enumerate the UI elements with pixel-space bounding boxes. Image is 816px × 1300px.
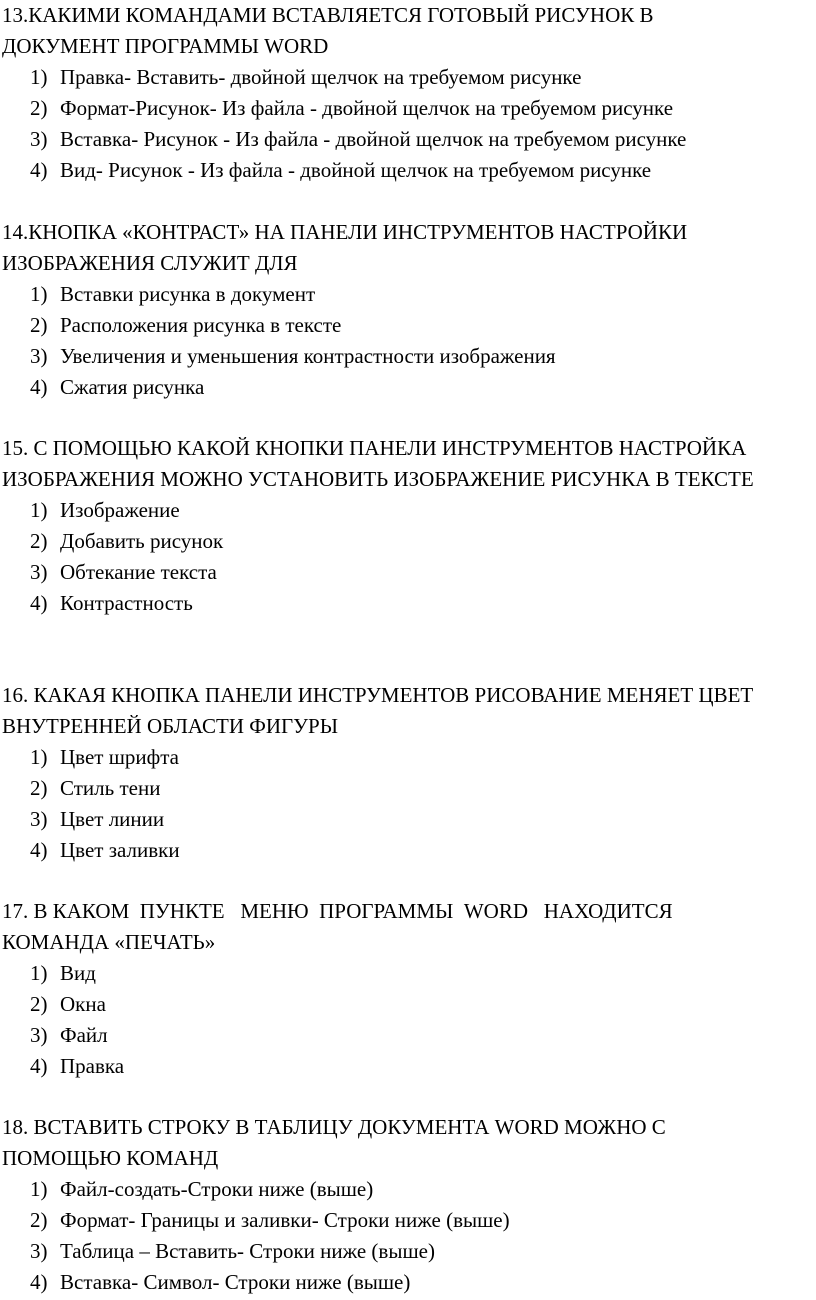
option-text: Цвет линии bbox=[60, 807, 165, 831]
question-title: 17. В КАКОМ ПУНКТЕ МЕНЮ ПРОГРАММЫ WORD НАХОДИТСЯ КОМАНДА «ПЕЧАТЬ» bbox=[2, 899, 678, 954]
option-text: Правка- Вставить- двойной щелчок на требуемом рисунке bbox=[60, 65, 582, 89]
option-text: Вставка- Символ- Строки ниже (выше) bbox=[60, 1270, 411, 1294]
answer-option bbox=[0, 124, 816, 155]
answer-options bbox=[0, 279, 816, 403]
option-number: 2) bbox=[30, 529, 48, 553]
answer-options bbox=[0, 62, 816, 186]
option-text: Увеличения и уменьшения контрастности изображения bbox=[60, 344, 556, 368]
option-number: 2) bbox=[30, 776, 48, 800]
answer-option bbox=[0, 557, 816, 588]
answer-options bbox=[0, 742, 816, 866]
option-text: Правка bbox=[60, 1054, 125, 1078]
option-number: 2) bbox=[30, 1208, 48, 1232]
option-text: Вставки рисунка в документ bbox=[60, 282, 316, 306]
option-text: Формат-Рисунок- Из файла - двойной щелчок на требуемом рисунке bbox=[60, 96, 674, 120]
answer-option bbox=[0, 804, 816, 835]
option-number: 3) bbox=[30, 127, 48, 151]
option-number: 1) bbox=[30, 282, 48, 306]
option-number: 1) bbox=[30, 961, 48, 985]
answer-option bbox=[0, 1267, 816, 1298]
question-15 bbox=[0, 433, 816, 619]
question-title: 13.КАКИМИ КОМАНДАМИ ВСТАВЛЯЕТСЯ ГОТОВЫЙ РИСУНОК В ДОКУМЕНТ ПРОГРАММЫ WORD bbox=[2, 3, 659, 58]
option-text: Добавить рисунок bbox=[60, 529, 224, 553]
option-text: Сжатия рисунка bbox=[60, 375, 205, 399]
option-number: 1) bbox=[30, 1177, 48, 1201]
answer-option bbox=[0, 588, 816, 619]
answer-option bbox=[0, 526, 816, 557]
question-title: 15. С ПОМОЩЬЮ КАКОЙ КНОПКИ ПАНЕЛИ ИНСТРУМЕНТОВ НАСТРОЙКА ИЗОБРАЖЕНИЯ МОЖНО УСТАНОВИТЬ ИЗОБРАЖЕНИЕ РИСУНКА В ТЕКСТЕ bbox=[2, 436, 754, 491]
option-number: 1) bbox=[30, 745, 48, 769]
question-16 bbox=[0, 680, 816, 866]
answer-option bbox=[0, 155, 816, 186]
option-text: Обтекание текста bbox=[60, 560, 217, 584]
option-text: Вставка- Рисунок - Из файла - двойной щелчок на требуемом рисунке bbox=[60, 127, 687, 151]
option-number: 4) bbox=[30, 591, 48, 615]
answer-option bbox=[0, 742, 816, 773]
option-number: 2) bbox=[30, 992, 48, 1016]
option-number: 4) bbox=[30, 158, 48, 182]
option-number: 3) bbox=[30, 1023, 48, 1047]
answer-option bbox=[0, 773, 816, 804]
answer-options bbox=[0, 958, 816, 1082]
option-number: 4) bbox=[30, 375, 48, 399]
option-text: Стиль тени bbox=[60, 776, 161, 800]
option-text: Файл-создать-Строки ниже (выше) bbox=[60, 1177, 374, 1201]
answer-option bbox=[0, 835, 816, 866]
option-text: Вид bbox=[60, 961, 96, 985]
option-number: 1) bbox=[30, 65, 48, 89]
option-number: 3) bbox=[30, 560, 48, 584]
option-text: Изображение bbox=[60, 498, 180, 522]
option-text: Файл bbox=[60, 1023, 108, 1047]
option-text: Цвет шрифта bbox=[60, 745, 179, 769]
question-14 bbox=[0, 217, 816, 403]
answer-option bbox=[0, 1174, 816, 1205]
option-number: 3) bbox=[30, 1239, 48, 1263]
option-number: 4) bbox=[30, 1270, 48, 1294]
question-18 bbox=[0, 1112, 816, 1298]
answer-option bbox=[0, 372, 816, 403]
option-number: 1) bbox=[30, 498, 48, 522]
answer-option bbox=[0, 1020, 816, 1051]
option-text: Контрастность bbox=[60, 591, 193, 615]
answer-option bbox=[0, 279, 816, 310]
answer-option bbox=[0, 310, 816, 341]
answer-options bbox=[0, 1174, 816, 1298]
answer-option bbox=[0, 989, 816, 1020]
answer-option bbox=[0, 1051, 816, 1082]
option-text: Формат- Границы и заливки- Строки ниже (выше) bbox=[60, 1208, 510, 1232]
answer-option bbox=[0, 495, 816, 526]
question-title: 18. ВСТАВИТЬ СТРОКУ В ТАБЛИЦУ ДОКУМЕНТА WORD МОЖНО С ПОМОЩЬЮ КОМАНД bbox=[2, 1115, 672, 1170]
option-text: Таблица – Вставить- Строки ниже (выше) bbox=[60, 1239, 435, 1263]
option-text: Вид- Рисунок - Из файла - двойной щелчок на требуемом рисунке bbox=[60, 158, 652, 182]
option-number: 4) bbox=[30, 1054, 48, 1078]
option-number: 3) bbox=[30, 807, 48, 831]
option-number: 3) bbox=[30, 344, 48, 368]
question-title: 14.КНОПКА «КОНТРАСТ» НА ПАНЕЛИ ИНСТРУМЕНТОВ НАСТРОЙКИ ИЗОБРАЖЕНИЯ СЛУЖИТ ДЛЯ bbox=[2, 220, 693, 275]
answer-option bbox=[0, 1205, 816, 1236]
answer-option bbox=[0, 62, 816, 93]
option-number: 2) bbox=[30, 96, 48, 120]
answer-option bbox=[0, 93, 816, 124]
answer-option bbox=[0, 958, 816, 989]
option-text: Расположения рисунка в тексте bbox=[60, 313, 342, 337]
option-text: Окна bbox=[60, 992, 106, 1016]
question-13 bbox=[0, 0, 816, 186]
option-number: 4) bbox=[30, 838, 48, 862]
answer-option bbox=[0, 341, 816, 372]
question-17 bbox=[0, 896, 816, 1082]
answer-options bbox=[0, 495, 816, 619]
question-title: 16. КАКАЯ КНОПКА ПАНЕЛИ ИНСТРУМЕНТОВ РИСОВАНИЕ МЕНЯЕТ ЦВЕТ ВНУТРЕННЕЙ ОБЛАСТИ ФИГУРЫ bbox=[2, 683, 759, 738]
option-number: 2) bbox=[30, 313, 48, 337]
option-text: Цвет заливки bbox=[60, 838, 180, 862]
answer-option bbox=[0, 1236, 816, 1267]
